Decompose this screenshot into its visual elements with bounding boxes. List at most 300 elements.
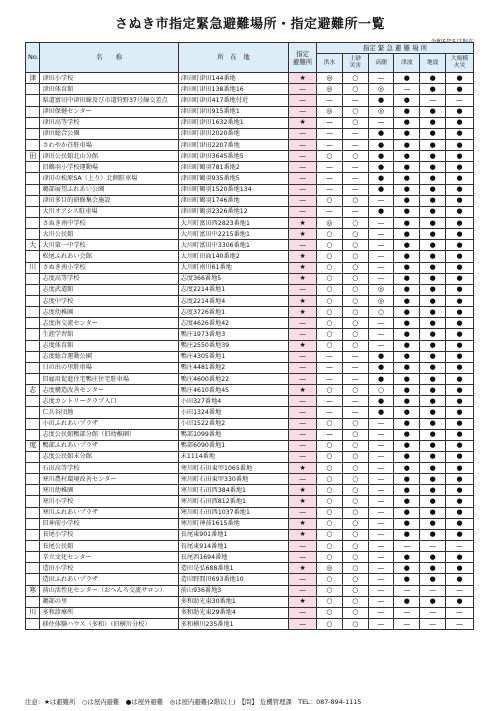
hazard-mark: ○ [342,284,368,295]
shelter-mark: ★ [289,229,317,240]
hazard-mark: — [420,619,446,630]
facility-address: 寒川町石田西384番地1 [178,485,288,496]
facility-address: 大川町富田中2215番地1 [178,229,288,240]
table-row [26,518,474,529]
hazard-mark: ● [420,485,446,496]
hazard-mark: ● [420,518,446,529]
hazard-mark: ● [394,440,420,451]
facility-name: 志度中学校 [40,295,178,306]
area-cell [26,463,40,474]
hazard-mark: ● [420,529,446,540]
shelter-mark: ★ [289,340,317,351]
table-row [26,541,474,552]
shelter-table [25,42,474,630]
hazard-mark: ● [394,139,420,150]
hazard-mark: ○ [317,552,343,563]
table-row [26,385,474,396]
hazard-mark: ○ [342,429,368,440]
hazard-mark: ● [446,240,474,251]
area-cell: 寒 [26,585,40,596]
facility-address: 大川町田面140番地2 [178,251,288,262]
hazard-mark: — [394,541,420,552]
hazard-mark: ● [394,318,420,329]
table-row [26,251,474,262]
hazard-mark: — [342,128,368,139]
header-fire: 大規模 火災 [446,54,474,73]
hazard-mark: — [368,518,394,529]
hazard-mark: ◎ [368,284,394,295]
hazard-mark: ● [420,563,446,574]
shelter-mark: ★ [289,73,317,84]
facility-name: さぬき南小学校 [40,262,178,273]
hazard-mark: ● [368,151,394,162]
hazard-mark: ● [368,139,394,150]
facility-address: 長尾東914番地1 [178,541,288,552]
facility-name: 津田多目的研修集会施設 [40,195,178,206]
area-cell [26,162,40,173]
hazard-mark: — [317,396,343,407]
hazard-mark: ● [420,574,446,585]
facility-name: 津田総合公園 [40,128,178,139]
hazard-mark: ● [394,295,420,306]
area-cell [26,217,40,228]
facility-name: 志度総合運動公園 [40,351,178,362]
facility-name: 旧鶴羽小学校運動場 [40,162,178,173]
shelter-mark: — [289,585,317,596]
facility-name: 石田高等学校 [40,463,178,474]
facility-address: 津田町津田1632番地1 [178,117,288,128]
table-row [26,529,474,540]
hazard-mark: ○ [317,284,343,295]
table-row [26,440,474,451]
hazard-mark: ● [446,284,474,295]
shelter-mark: — [289,318,317,329]
shelter-mark: — [289,173,317,184]
hazard-mark: ○ [342,385,368,396]
hazard-mark: ● [446,329,474,340]
hazard-mark: ● [394,206,420,217]
facility-address: 長尾西1694番地 [178,552,288,563]
table-row [26,563,474,574]
table-row [26,128,474,139]
shelter-mark: — [289,440,317,451]
hazard-mark: ○ [317,195,343,206]
hazard-mark: ○ [317,385,343,396]
hazard-mark: ● [446,295,474,306]
facility-address: 津田町鶴羽2326番地12 [178,206,288,217]
hazard-mark: ● [420,173,446,184]
hazard-mark: — [368,217,394,228]
hazard-mark: ● [394,340,420,351]
hazard-mark: ○ [342,73,368,84]
table-row [26,151,474,162]
hazard-mark: — [368,73,394,84]
hazard-mark: ○ [317,474,343,485]
facility-address: 大川町富田中3306番地1 [178,240,288,251]
table-row [26,418,474,429]
area-cell [26,273,40,284]
hazard-mark: ● [394,596,420,607]
hazard-mark: ● [446,217,474,228]
hazard-mark: ○ [317,518,343,529]
hazard-mark: ◎ [368,84,394,95]
shelter-mark: — [289,139,317,150]
hazard-mark: ● [420,474,446,485]
hazard-mark: ○ [342,251,368,262]
table-row [26,463,474,474]
hazard-mark: ○ [342,84,368,95]
area-cell: 田 [26,151,40,162]
hazard-mark: ● [394,73,420,84]
hazard-mark: — [420,607,446,618]
hazard-mark: ● [446,396,474,407]
facility-address: 鴨庄2550番地39 [178,340,288,351]
hazard-mark: ● [420,73,446,84]
facility-name: 志度体育館 [40,340,178,351]
area-cell: 津 [26,73,40,84]
table-row [26,117,474,128]
facility-address: 鴨庄4305番地1 [178,351,288,362]
header-landslide: 土砂 災害 [342,54,368,73]
table-row [26,284,474,295]
facility-address: 鴨庄4481番地2 [178,362,288,373]
facility-address: 寒川町石田東甲1065番地 [178,463,288,474]
hazard-mark: — [317,139,343,150]
facility-name: 志度南交流センター [40,318,178,329]
hazard-mark: ○ [342,541,368,552]
hazard-mark: — [317,95,343,106]
hazard-mark: ● [420,217,446,228]
facility-address: 津田町鶴羽935番地5 [178,173,288,184]
hazard-mark: ● [368,396,394,407]
shelter-mark: ★ [289,385,317,396]
hazard-mark: ● [394,251,420,262]
hazard-mark: ● [394,128,420,139]
hazard-mark: ○ [317,440,343,451]
hazard-mark: ○ [342,585,368,596]
hazard-mark: ● [420,273,446,284]
hazard-mark: ● [446,273,474,284]
table-row [26,619,474,630]
hazard-mark: ● [446,518,474,529]
hazard-mark: ○ [342,463,368,474]
hazard-mark: ● [420,206,446,217]
hazard-mark: ○ [342,496,368,507]
hazard-mark: ○ [342,240,368,251]
hazard-mark: ● [446,407,474,418]
hazard-mark: — [394,585,420,596]
facility-name: 松尾ふれあい会館 [40,251,178,262]
shelter-mark: ★ [289,518,317,529]
shelter-mark: ★ [289,273,317,284]
hazard-mark: ● [394,552,420,563]
shelter-mark: — [289,619,317,630]
hazard-mark: ◎ [317,217,343,228]
hazard-mark: ○ [368,307,394,318]
hazard-mark: ● [420,295,446,306]
hazard-mark: ● [446,507,474,518]
hazard-mark: ● [394,240,420,251]
table-row [26,596,474,607]
hazard-mark: ● [446,162,474,173]
hazard-mark: ● [394,385,420,396]
area-cell [26,173,40,184]
facility-name: 長尾公民館 [40,541,178,552]
hazard-mark: — [368,451,394,462]
facility-name: 生涯学習館 [40,329,178,340]
hazard-mark: — [342,362,368,373]
hazard-mark: — [368,585,394,596]
facility-name: 旧神前小学校 [40,518,178,529]
hazard-mark: ● [446,251,474,262]
hazard-mark: ● [420,552,446,563]
hazard-mark: — [368,574,394,585]
hazard-mark: ● [420,407,446,418]
hazard-mark: ● [420,251,446,262]
area-cell [26,552,40,563]
hazard-mark: ● [368,373,394,384]
hazard-mark: — [368,251,394,262]
hazard-mark: ○ [342,262,368,273]
hazard-mark: ● [446,128,474,139]
hazard-mark: ● [446,73,474,84]
hazard-mark: ○ [317,229,343,240]
header-flood: 洪水 [317,54,343,73]
area-cell [26,429,40,440]
hazard-mark: — [317,362,343,373]
hazard-mark: ● [420,396,446,407]
hazard-mark: ○ [317,151,343,162]
hazard-mark: ● [368,173,394,184]
hazard-mark: ● [420,84,446,95]
hazard-mark: — [420,585,446,596]
hazard-mark: ○ [317,340,343,351]
hazard-mark: ○ [342,329,368,340]
facility-address: 大川町南川61番地 [178,262,288,273]
facility-address: 長尾東901番地1 [178,529,288,540]
hazard-mark: ● [446,206,474,217]
table-row [26,507,474,518]
hazard-mark: ● [394,329,420,340]
hazard-mark: ● [394,485,420,496]
hazard-mark: ● [394,106,420,117]
hazard-mark: ● [368,206,394,217]
hazard-mark: — [368,340,394,351]
hazard-mark: ○ [317,451,343,462]
hazard-mark: ● [420,284,446,295]
hazard-mark: — [446,541,474,552]
table-row [26,173,474,184]
area-cell [26,541,40,552]
hazard-mark: ● [446,84,474,95]
facility-address: 志度3726番地1 [178,307,288,318]
table-row [26,273,474,284]
area-cell [26,396,40,407]
hazard-mark: ○ [317,529,343,540]
area-cell [26,485,40,496]
hazard-mark: — [368,318,394,329]
hazard-mark: — [368,474,394,485]
area-cell [26,295,40,306]
hazard-mark: ● [420,184,446,195]
hazard-mark: ○ [317,273,343,284]
hazard-mark: — [368,541,394,552]
header-storm-surge: 高潮 [368,54,394,73]
facility-name: 前山活性化センター（おへんろ交流サロン） [40,585,178,596]
hazard-mark: ○ [317,574,343,585]
hazard-mark: ● [420,162,446,173]
hazard-mark: — [446,607,474,618]
hazard-mark: ○ [317,507,343,518]
hazard-mark: — [368,440,394,451]
table-row [26,451,474,462]
table-row [26,340,474,351]
facility-address: 志度366番地5 [178,273,288,284]
facility-address: 津田町鶴羽1746番地 [178,195,288,206]
shelter-mark: ★ [289,463,317,474]
hazard-mark: ○ [342,518,368,529]
hazard-mark: ● [446,307,474,318]
hazard-mark: — [317,407,343,418]
table-row [26,607,474,618]
hazard-mark: ● [446,117,474,128]
facility-name: 多和診療所 [40,607,178,618]
area-cell [26,307,40,318]
hazard-mark: ◎ [317,563,343,574]
hazard-mark: ○ [342,485,368,496]
hazard-mark: ● [420,507,446,518]
hazard-mark: — [446,585,474,596]
hazard-mark: — [394,619,420,630]
facility-address: 造田野間田693番地10 [178,574,288,585]
table-row [26,229,474,240]
facility-address: 津田町津田2020番地 [178,128,288,139]
hazard-mark: ● [394,463,420,474]
table-row [26,552,474,563]
facility-address: 志度4626番地42 [178,318,288,329]
table-row [26,485,474,496]
hazard-mark: ● [420,117,446,128]
hazard-mark: ● [446,151,474,162]
hazard-mark: ○ [342,151,368,162]
hazard-mark: — [342,407,368,418]
facility-address: 鴨庄4610番地45 [178,385,288,396]
facility-name: 鵜部の里 [40,596,178,607]
hazard-mark: ● [394,117,420,128]
area-cell [26,362,40,373]
hazard-mark: — [368,619,394,630]
hazard-mark: ● [446,485,474,496]
hazard-mark: ● [368,162,394,173]
area-cell [26,106,40,117]
facility-address: 志度2214番地4 [178,295,288,306]
hazard-mark: ● [446,451,474,462]
shelter-mark: — [289,451,317,462]
hazard-mark: ○ [342,318,368,329]
hazard-mark: — [317,117,343,128]
shelter-mark: — [289,552,317,563]
hazard-mark: — [317,429,343,440]
hazard-mark: — [317,373,343,384]
facility-address: 津田町津田417番地付近 [178,95,288,106]
table-row [26,84,474,95]
hazard-mark: ● [394,184,420,195]
hazard-mark: — [420,95,446,106]
facility-name: 津田小学校 [40,73,178,84]
hazard-mark: ● [420,195,446,206]
facility-name: 大川公民館 [40,229,178,240]
hazard-mark: ○ [342,552,368,563]
table-row [26,396,474,407]
hazard-mark: ● [420,596,446,607]
hazard-mark: — [317,184,343,195]
hazard-mark: ○ [342,596,368,607]
hazard-mark: — [394,84,420,95]
hazard-mark: ○ [368,385,394,396]
table-row [26,195,474,206]
hazard-mark: ◎ [368,295,394,306]
facility-address: 多和助光東30番地1 [178,596,288,607]
header-no: No. [26,43,40,73]
hazard-mark: ● [394,507,420,518]
shelter-mark: — [289,373,317,384]
table-row [26,574,474,585]
hazard-mark: — [368,240,394,251]
shelter-mark: — [289,541,317,552]
hazard-mark: ● [394,496,420,507]
hazard-mark: — [342,351,368,362]
hazard-mark: — [368,463,394,474]
hazard-mark: ○ [342,474,368,485]
hazard-mark: ○ [342,273,368,284]
hazard-mark: ● [446,318,474,329]
area-cell: 川 [26,607,40,618]
hazard-mark: — [368,329,394,340]
hazard-mark: ● [446,229,474,240]
area-cell [26,574,40,585]
facility-name: 寒川農村環境改善センター [40,474,178,485]
hazard-mark: ◎ [317,73,343,84]
shelter-mark: ★ [289,251,317,262]
area-cell [26,251,40,262]
shelter-mark: — [289,574,317,585]
hazard-mark: ● [394,474,420,485]
hazard-mark: ● [420,373,446,384]
shelter-mark: — [289,184,317,195]
facility-name: 寒川小学校 [40,496,178,507]
area-cell [26,195,40,206]
hazard-mark: ● [446,385,474,396]
area-cell [26,407,40,418]
area-cell: 度 [26,440,40,451]
hazard-mark: ● [446,173,474,184]
shelter-mark: — [289,95,317,106]
hazard-mark: ● [368,362,394,373]
header-address: 所 在 地 [178,43,288,73]
hazard-mark: ● [446,496,474,507]
facility-name: 津田の松原SA（上り）北側駐車場 [40,173,178,184]
facility-name: 大川オアシス駐車場 [40,206,178,217]
header-earthquake: 地震 [420,54,446,73]
hazard-mark: — [368,496,394,507]
hazard-mark: ● [446,574,474,585]
header-designated-shelter: 指定 避難所 [289,43,317,73]
table-row [26,217,474,228]
header-name: 名 称 [40,43,178,73]
hazard-mark: — [368,195,394,206]
page-title: さぬき市指定緊急避難場所・指定避難所一覧 [114,17,385,32]
area-cell [26,318,40,329]
